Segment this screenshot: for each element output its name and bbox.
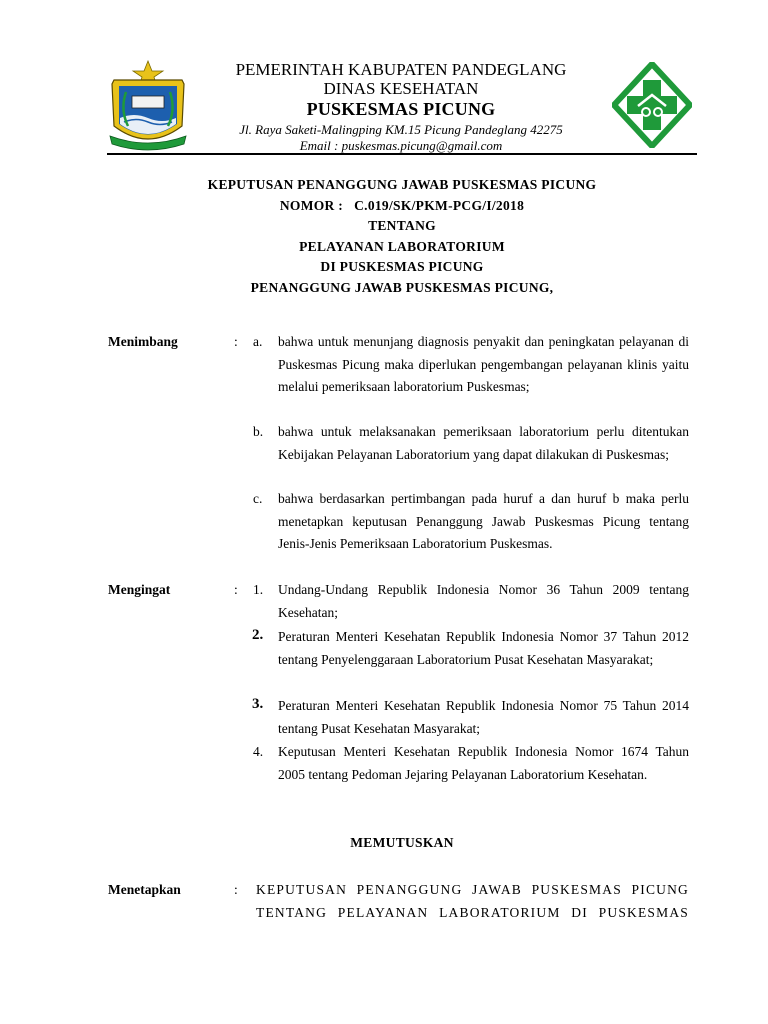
menimbang-colon: :	[234, 334, 238, 349]
menimbang-item-marker: a.	[253, 334, 263, 349]
letterhead-institution: PUSKESMAS PICUNG	[306, 99, 496, 119]
menimbang-item-text: bahwa untuk melaksanakan pemeriksaan laboratorium perlu ditentukan Kebijakan Pelayanan Laboratorium yang dapat dilakukan di Puskesmas;	[278, 424, 689, 462]
letterhead-government: PEMERINTAH KABUPATEN PANDEGLANG	[235, 60, 567, 79]
puskesmas-health-cross-logo-icon	[612, 62, 692, 148]
menetapkan-colon: :	[234, 882, 238, 897]
decree-number: NOMOR : C.019/SK/PKM-PCG/I/2018	[279, 197, 525, 213]
letterhead-address: Jl. Raya Saketi-Malingping KM.15 Picung Pandeglang 42275	[239, 122, 563, 137]
mengingat-item-marker: 1.	[253, 582, 264, 597]
decree-location: DI PUSKESMAS PICUNG	[320, 259, 484, 274]
mengingat-item-marker: 4.	[253, 744, 264, 759]
mengingat-label: Mengingat	[108, 582, 171, 597]
mengingat-item-marker: 2.	[252, 627, 264, 643]
mengingat-item-marker: 3.	[252, 696, 264, 712]
menetapkan-label: Menetapkan	[108, 882, 181, 897]
decree-subject: PELAYANAN LABORATORIUM	[299, 238, 505, 254]
mengingat-colon: :	[234, 582, 238, 597]
menimbang-item-marker: c.	[253, 491, 263, 506]
menetapkan-line: TENTANG PELAYANAN LABORATORIUM DI PUSKESMAS	[256, 905, 689, 920]
mengingat-item-text: Peraturan Menteri Kesehatan Republik Indonesia Nomor 75 Tahun 2014 tentang Pusat Kesehatan Masyarakat;	[278, 698, 689, 736]
mengingat-item-text: Undang-Undang Republik Indonesia Nomor 36 Tahun 2009 tentang Kesehatan;	[278, 582, 689, 620]
mengingat-item-text: Keputusan Menteri Kesehatan Republik Indonesia Nomor 1674 Tahun 2005 tentang Pedoman Jejaring Pelayanan Laboratorium Kesehatan.	[278, 744, 689, 782]
decree-tentang: TENTANG	[368, 218, 436, 233]
letterhead-email: Email : puskesmas.picung@gmail.com	[299, 138, 503, 153]
letterhead-department: DINAS KESEHATAN	[323, 79, 479, 98]
mengingat-item-text: Peraturan Menteri Kesehatan Republik Indonesia Nomor 37 Tahun 2012 tentang Penyelenggaraan Laboratorium Pusat Kesehatan Masyarakat;	[278, 629, 689, 667]
letterhead-divider	[107, 153, 697, 155]
memutuskan-heading: MEMUTUSKAN	[350, 835, 454, 850]
menetapkan-line: KEPUTUSAN PENANGGUNG JAWAB PUSKESMAS PICUNG	[256, 882, 689, 897]
menimbang-label: Menimbang	[108, 334, 178, 349]
menimbang-item-marker: b.	[253, 424, 264, 439]
decree-authority: PENANGGUNG JAWAB PUSKESMAS PICUNG,	[250, 279, 554, 295]
decree-title: KEPUTUSAN PENANGGUNG JAWAB PUSKESMAS PICUNG	[207, 177, 597, 192]
decree-title-block	[107, 175, 697, 298]
menimbang-item-text: bahwa berdasarkan pertimbangan pada huruf a dan huruf b maka perlu menetapkan keputusan Penanggung Jawab Puskesmas Picung tentang Jenis-Jenis Pemeriksaan Laboratorium Puskesmas.	[278, 491, 689, 552]
letterhead	[196, 60, 606, 154]
menimbang-item-text: bahwa untuk menunjang diagnosis penyakit dan peningkatan pelayanan di Puskesmas Picung maka diperlukan pengembangan pelayanan klinis yaitu melalui pemeriksaan laboratorium Puskesmas;	[278, 334, 689, 395]
pandeglang-regency-emblem-icon	[106, 60, 190, 152]
